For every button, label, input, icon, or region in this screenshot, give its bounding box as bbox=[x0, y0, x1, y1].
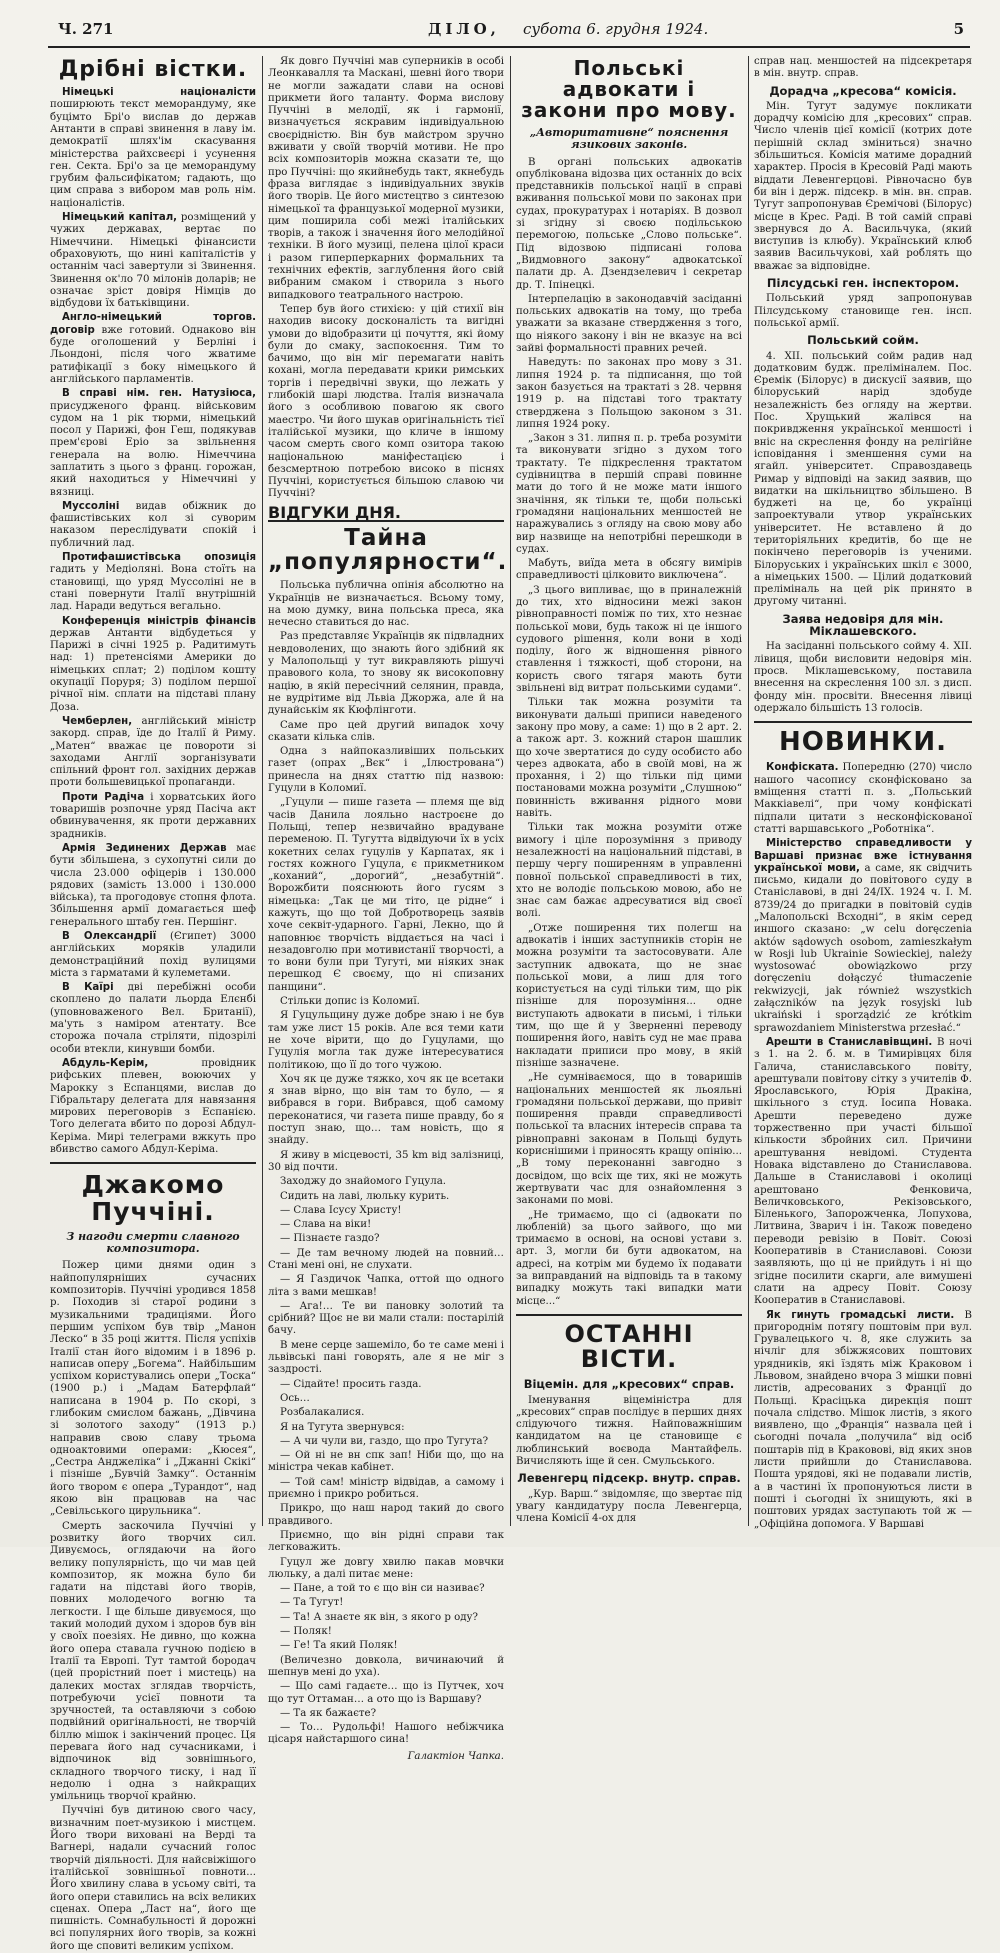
paragraph: Саме про цей другий випадок хочу сказати кілька слів. bbox=[268, 719, 504, 743]
paragraph: Хоч як це дуже тяжко, хоч як це всетаки я знав вірно, що він там то було, — я вибрався в гори. Вибрався, щоб самому переконатися, чи газета пише правду, бо я поступ знаю, що… там новість, що я знайду. bbox=[268, 1073, 504, 1147]
item-text: поширюють текст меморандуму, яке буцімто Брі'о вислав до держав Антанти в справі звинення в лаву ім. демократії шлях'ім скасування міністерства райхсвеєрі і усунення ген. Секта. Брі'о за це меморандуму грубим фальсифікатом; гадають, що цим справа з вибором мав роль нім. націоналістів. bbox=[50, 99, 256, 209]
paragraph bbox=[50, 616, 256, 714]
popularity-article bbox=[268, 580, 504, 1746]
paragraph: — То… Рудольфі! Нашого небіжчика цісаря найстаршого сина! bbox=[268, 1722, 504, 1746]
paragraph bbox=[50, 312, 256, 386]
item-text: і хорватських його товаришів розпочне уряд Пасіча акт обвинувачення, як проти державних зрадників. bbox=[50, 791, 256, 840]
paragraph: Іменування віцеміністра для „кресових“ справ послідує в перших днях слідуючого тижня. Найповажнішим кандидатом на це становище є люблинський воєвода Мантайфель. Вичисляють іще й сен. Смульського. bbox=[516, 1394, 742, 1468]
paragraph: — Пізнаєте газдо? bbox=[280, 1233, 380, 1245]
headline-news: НОВИНКИ. bbox=[778, 727, 948, 758]
item-lead: Англо-німецький торгов. договір bbox=[50, 312, 256, 336]
news-list bbox=[754, 762, 972, 1530]
paragraph: — Що самі гадаєте… що із Путчек, хоч що тут Оттаман… а ото що із Варшаву? bbox=[268, 1681, 504, 1705]
column-divider bbox=[262, 56, 263, 1526]
paragraph: — Пане, а той то є що він си називає? bbox=[280, 1583, 485, 1595]
paragraph: В органі польських адвокатів опублікована відозва цих останніх до всіх представників польської нації в справі вживання польської мови по законах при судах, прокуратурах і нотаріях. В дозвол зі згідну зі своєю подільською перемогою, польське „Слово польське“. Під відозвою підписані голова „Видмовного закону“ адвокатської палати др. А. Дзендзелевич і секретар др. Т. Іпінецкі. bbox=[516, 156, 742, 291]
item-lead: Як гинуть громадські листи. bbox=[766, 1309, 955, 1321]
item-lead: Абдуль-Керім, bbox=[62, 1057, 149, 1069]
column-2 bbox=[268, 56, 508, 1762]
paragraph: — Слава на віки! bbox=[280, 1219, 372, 1231]
paragraph: Пожер цими днями один з найпопулярніших сучасних композиторів. Пуччіні уродився 1858 р. Походив зі старої родини з музикальними традиціями. Його першим успіхом був твір „Манон Леско“ в 35 році життя. Після успіхів Італії стан його відомим і в 1896 р. написав оперу „Богема“. Найбільшим успіхом користувались опери „Тоска“ (1900 р.) і „Мадам Батерфлай“ написана в 1904 р. По скорі, з глибоким смислом бажань, „Дівчина зі золотого заходу“ (1913 р.) направив свою славу трьома одноактовими операми: „Кюсея“, „Сестра Анджеліка“ і „Джанні Скікі“ і пізніше „Бувчій Замку“. Останнім його твором є опера „Турандот“, над якою він працював на час „Севільського цирульника“. bbox=[50, 1260, 256, 1518]
paragraph bbox=[50, 501, 256, 550]
paragraph: В мене серце зашеміло, бо те саме мені і львівські пані говорять, але я не міг з заздрості. bbox=[268, 1339, 504, 1376]
item-text: видав обіжник до фашистівських кол зі суворим наказом переслідувати спокій і публичний лад. bbox=[50, 500, 256, 549]
paragraph: Я на Тугута звернувся: bbox=[280, 1421, 405, 1433]
paragraph: Приємно, що він рідні справи так легковажить. bbox=[268, 1529, 504, 1554]
paragraph: Раз представляє Українців як підвладних невдоволених, що знають його здібний як у Малопольщі у тут викравляють рішучі правового кола, то знову як високоповну націю, в якій пересічний селянин, правда, не вудрітиме від Львіа Джоржа, але й на дунайськім як Кюфлінготи. bbox=[268, 631, 504, 717]
paragraph: „З цього випливає, що в приналежній до тих, хто відносини межі закон рівноправності поміж по тих, хто незнає польської мови, будь також ні це іншого судового рішення, коли вони в ході поділу, його ж відношення рівного ставлення і тяжкості, щоб сторони, на користь свого тягаря мають бути звільнені від витрат польськими судами“. bbox=[516, 584, 742, 695]
item-text: присудженого франц. військовим судом на 1 рік тюрми, німецький посол у Парижі, фон Геш, подякував прем'єрові Еріо за звільнення генерала на волю. Німеччина заплатить з цього з франц. горожан, який находиться у Німеччині у вязниці. bbox=[50, 400, 256, 498]
paragraph: — Ой ні не вн спк зап! Ніби що, що на міністра чекав кабінет. bbox=[268, 1450, 504, 1474]
paragraph: Заходжу до знайомого Гуцула. bbox=[280, 1176, 446, 1188]
paragraph: Я живу в місцевості, 35 km від залізниці, 30 від почти. bbox=[268, 1149, 504, 1173]
masthead bbox=[48, 18, 968, 44]
subheadline-puccini: З нагоди смерти славного композитора. bbox=[66, 1229, 240, 1256]
paragraph bbox=[50, 552, 256, 613]
page-number: 5 bbox=[953, 20, 964, 38]
item-lead: Чемберлен, bbox=[62, 715, 133, 727]
paragraph: Стільки допис із Коломиї. bbox=[280, 996, 420, 1008]
paragraph: Тільки так можна розуміти та виконувати дальші приписи наведеного закону про мову, а саме: 1) що в 2 арт. 2. а також арт. 3. кожний старон шашлик що хоче звертатися до суду особисто або через адвоката, або в своїй мові, на ж прохання, і 2) що тільки під цими постановами можна розуміти „Слушною“ повинність вживання рідного мови навіть. bbox=[516, 697, 742, 820]
paragraph: „Отже поширення тих полегш на адвокатів і інших заступників сторін не можна розуміти та застосовувати. Але заступник адвоката, що не знає польської мови, а лиш для того користується на суді тільки тим, що рік пізніше для порозуміння... одне виступають адвокати в письмі, і тільки тим, що ще й у Зверненні переводу поширення його, навіть суд не має права накладати приписи про мову, в якій пізніше зазначене. bbox=[516, 922, 742, 1069]
paragraph: — Та! А знаєте як він, з якого р оду? bbox=[280, 1611, 478, 1623]
paragraph: Мабуть, виїда мета в обсягу вимірів справедливості цілковито виключена“. bbox=[516, 558, 742, 582]
paragraph: — Та Тугут! bbox=[280, 1597, 344, 1609]
headline-latest-news: ОСТАННІ ВІСТИ. bbox=[564, 1319, 694, 1374]
column-4 bbox=[754, 56, 973, 1530]
item-text: провідник рифських плевен, воюючих у Марокку з Еспанцями, вислав до Гібральтару делегата для навязання мирових переговорів з Еспанією. Того делегата вбито по дорозі Абдул-Керіма. Мирі телеграми вжкуть про вбивство самого Абдул-Керіма. bbox=[50, 1057, 256, 1156]
item-text: В ночі з 1. на 2. б. м. в Тимирівцях біля Галича, станиславського повіту, арештували повітову сітку з учителів Ф. Ярославського, Юрія Дракіна, шкільного з студ. Іосипа Новака. Арешти переведено дуже торжественно при участі більшої кількости збройних сил. Причини арештування невідомі. Студента Новака відставлено до Станиславова. Дальше в Станиславові і околиці арештовано Фенковича, Величковського, Рекізовського, Біленького, Запорожченка, Лопухова, Литвина, Зварич і ін. Також поведено переводи ревізію в Повіт. Союзі Кооперативів в Станиславові. Союзи заявляють, що ці не прийдуть і ні що згідне посилити скарги, але вимушені слати на адресу Повіт. Союзу Кооператив в Станиславові. bbox=[754, 1036, 972, 1307]
paragraph: „Кур. Варш.“ звідомляє, що звертає під увагу кандидатуру посла Левенгерца, члена Комісії 4-ох для bbox=[516, 1488, 742, 1525]
paragraph: — А чи чули ви, газдо, що про Тугута? bbox=[280, 1435, 489, 1447]
item-text: має бути збільшена, з сухопутні сили до числа 23.000 офіцерів і 130.000 рядових (замість 13.000 і 130.000 війська), та прогодовує стопня флота. Збільшення армії домагається шеф генерального штабу ген. Першінг. bbox=[50, 842, 256, 928]
item-lead: В справі нім. ген. Натузіюса, bbox=[62, 388, 256, 400]
paragraph: Тепер був його стихією: у цій стихії він находив високу досконалість та вигідні умови до відобразити ці почуття, які йому були до смаку, заспокоєння. Тим то бачимо, що він міг перемагати навіть кохані, могла передавати крики римських торгів і передвічні звуки, що лежать у глибокій шарі людства. Італія визначала його з особливою повагою як свого маестро. Чи його шукав оригінальність тієї італійської музики, що кличе в іншому часом смерть свого комп озитора такою національною маніфестацією і безсмертною потребою високо в піснях Пуччіні, користується більшою славою чи Пуччіні? bbox=[268, 303, 504, 500]
headline-polish-lawyers: Польські адвокати і закони про мову. bbox=[521, 56, 737, 122]
item-lead: Протифашистівська опозиція bbox=[62, 552, 256, 564]
item-lead: Конфіската. bbox=[766, 762, 839, 774]
subheadline-polish-lawyers: „Авторитативне“ пояснення язикових законів. bbox=[529, 126, 729, 152]
item-lead: Проти Радіча bbox=[62, 791, 145, 803]
paragraph: (Величезно довкола, вичинаючий й шепнув мені до уха). bbox=[268, 1654, 504, 1678]
item-text: вже готовий. Однаково він буде оголошений у Берліні і Льондоні, після чого жватиме ратифікації з боку німецького й англійського парламентів. bbox=[50, 324, 256, 385]
headline-pilsudski: Пілсудські ген. інспектором. bbox=[766, 276, 960, 291]
paper-name: ДІЛО, bbox=[428, 20, 500, 38]
paragraph: — Поляк! bbox=[280, 1626, 332, 1638]
item-text: (Єгипет) 3000 англійських моряків уладили демонстраційний похід вулицями міста з гарматами й кулеметами. bbox=[50, 930, 256, 979]
paragraph bbox=[50, 843, 256, 929]
item-text: а саме, як свідчить письмо, кидали до повітового суду в Станіславові, в дні 24/IX. 1924 ч. I. М. 8739/24 до пригадки в повітовій судів „Малопольскі Всходні“, в якім серед иншого сказано: „w celu doręczenia aktów sądowych osobom, zamieszkałym w Rosji lub Ukrainie Sowieckiej, należy wystosować obowiązkowo przy doręczeniu dołączyć tłumaczenie rekwizycji, jak również wszystkich załączników na język rosyjski lub ukraiński i sporządzić ze krótkim sprawozdaniem Ministerstwa przesłać.“ bbox=[754, 862, 973, 1034]
paragraph: справ нац. меншостей на підсекретаря в мін. внутр. справ. bbox=[754, 56, 972, 80]
headline-advisory-commission: Дорадча „кресова“ комісія. bbox=[769, 83, 957, 98]
puccini-article-continued bbox=[268, 56, 504, 501]
column-1 bbox=[50, 56, 256, 1952]
paragraph: Мін. Тугут задумує покликати дорадчу комісію для „кресових“ справ. Число членів цієї комісії (котрих доте перішній склад зміниться) значно збільшиться. Комісія матиме дорадний характер. Просія в Кресовій Раді мають віддати Левенгерцові. Рівночасно був би він і держ. підсекр. в мін. вн. справ. Тугут запропонував Єремічові (Білорус) місце в Крес. Раді. В той самій справі звернувся до А. Васильчука, (який виступив із клюбу). Український клюб заявив Васильчукові, хай роблять що вважає за відповідне. bbox=[754, 100, 972, 272]
paragraph bbox=[50, 87, 256, 210]
column-divider bbox=[748, 56, 749, 1526]
paragraph: — Сідайте! просить газда. bbox=[280, 1378, 422, 1390]
paragraph: На засіданні польського сойму 4. XII. лівиця, щоби висловити недовіря мін. просв. Міклашевському, поставила внесення на скреслення 100 зл. з дисп. фонду мін. просвіти. Внесення лівиці одержало більшість 13 голосів. bbox=[754, 641, 972, 714]
paragraph: „Не тримаємо, що сі (адвокати по любленій) за цього зайвого, що ми тримаємо в основі, на основі устави з. арт. 3, могли би бути адвокатом, на адресі, на котрім ми будемо їх подавати за виправданий на відповідь та в такому випадку можуть такі випадки мати місце...“ bbox=[516, 1209, 742, 1307]
headline-no-confidence: Заява недовіря для мін. Міклашевского. bbox=[782, 611, 944, 639]
headline-puccini: Джакомо Пуччіні. bbox=[81, 1170, 225, 1226]
item-lead: В Каїрі bbox=[62, 982, 114, 994]
paragraph bbox=[754, 1037, 972, 1308]
paragraph: Польський уряд запропонував Пілсудському становище ген. інсп. польської армії. bbox=[754, 293, 972, 329]
paragraph: — Ге! Та який Поляк! bbox=[280, 1640, 398, 1652]
issue-date: субота 6. грудня 1924. bbox=[523, 20, 709, 38]
item-text: дві перебіжні особи скоплено до палати льорда Елєнбі (уповноваженого Вел. Британії), ма'уть з наміром атентату. Все сторожа почала стріляти, підозрілі особи втекли, кинувши бомби. bbox=[50, 982, 256, 1055]
paragraph: — Та як бажаєте? bbox=[280, 1707, 377, 1719]
paragraph bbox=[754, 762, 972, 836]
paragraph: Польська публична опінія абсолютно на Українців не визначається. Всьому тому, на мою думку, вина польська преса, яка нечесно ставиться до нас. bbox=[268, 580, 504, 629]
paragraph: „Закон з 31. липня п. р. треба розуміти та виконувати згідно з духом того трактату. Те підкреслення трактатом судівництва в першій справі повинне мати до того й не може мати іншого значіння, як тільки те, щоби польські громадяни національних меншостей не наражувались з огляду на свою мову або вир назвище на непотрібні перешкоди в судах. bbox=[516, 433, 742, 555]
issue-number: Ч. 271 bbox=[58, 20, 114, 38]
item-lead: Арешти в Станиславівщині. bbox=[766, 1036, 933, 1048]
headline-small-news: Дрібні вістки. bbox=[58, 57, 248, 82]
paragraph bbox=[754, 1310, 972, 1531]
column-divider bbox=[510, 56, 511, 1526]
item-lead: Конференція міністрів фінансів bbox=[62, 615, 256, 627]
polish-lawyers-article bbox=[516, 157, 742, 1308]
item-text: В пригороднім потягу поштовім при вул. Грувалецького ч. 8, яке служить за нічліг для збіжжясових поштових урядників, які їздять між Краковом і Львовом, знайдено вчора 3 мішки повні листів, адресованих з Франції до Польщі. Красіцька дирекція пошт почала слідство. Мішок листів, з якого виявлено, що „Франція“ назвала цей і сьогодні почала „получила“ від осіб поштарів під в Краковові, від яких знов листи прийшли до Станиславова. Пошта урядові, які не подавали листів, а в частині їх пропонуються листи в пошті і сьогодні їх знищують, які в поштових урядах заступають той ж — „Офіційна допомога. У Варшаві bbox=[754, 1309, 972, 1530]
paragraph: Наведуть: по законах про мову з 31. липня 1924 р. та підписання, що той закон базується на трактаті з 28. червня 1919 р. на підставі того трактату стверджена з Польщою законом з 31. липня 1924 року. bbox=[516, 357, 742, 430]
item-lead: В Олександрії bbox=[62, 930, 157, 942]
puccini-article bbox=[50, 1260, 256, 1953]
section-divider bbox=[50, 1162, 256, 1164]
paragraph: Як довго Пуччіні мав суперників в особі Леонкавалля та Маскані, шевні його твори не могли зажадати слави на основі прикмети його таланту. Форма вислову Пуччіні в мелодії, як і гармонії, визначується яскравим індивідуальною своєрідністю. Він був майстром зручно вживати у своїй творчій мотиви. Не про всіх композиторів можна сказати те, що про Пуччіні: що якийнебудь такт, якнебудь фраза виглядає з індивідуальних звуків його творів. Це його мистецтво з синтезою німецької та французької модерної музики, цим поширила собі межі італійських творів, а також і значення його мелодійної техніки. В його музиці, пелена цілої краси і разом гиперперкарних формальних та технічних ефектів, заглублення його свій вибраним смаком і створила з нього випадкового театрального настрою. bbox=[268, 56, 504, 301]
column-3 bbox=[516, 56, 742, 1526]
item-text: англійський міністр закорд. справ, їде до Італії й Риму. „Матен“ вважає це повороти зі заходами Англії зорганізувати спільний фронт гол. західних держав проти большевицької пропаганди. bbox=[50, 715, 256, 789]
item-text: Попередню (270) число нашого часопису сконфісковано за вміщення статті п. з. „Польський Маккіавелі“, при чому конфіскаті підпали цитати з несконфіскованої статті варшавського „Роботніка“. bbox=[754, 762, 972, 835]
paragraph: — Слава Ісусу Христу! bbox=[280, 1204, 402, 1216]
paragraph bbox=[50, 792, 256, 841]
paragraph: Смерть заскочила Пуччіні у розвитку його творчих сил. Дивуємось, оглядаючи на його велику популярність, що чи мав цей композитор, як можна було би гадати на підставі його творів, повних молодечого вогню та легкости. І ще більше дивуємося, що такий молодий духом і здоров був він у своїх поезіях. Не дивно, що кожна його опера ставала гучною подією в Італії та Европі. Тут тамтой бородач (цей прорістний поет і мистець) на далеких мостах зглядав творчість, потребуючи усієї повноти та зручностей, та оставляючи з собою подвійний оригінальності, не творчій біллю мішок і закінчений процес. Ця перевага його над сучасниками, і відпочинок від зовнішнього, складного творчого тиску, і над її недолю і одна з найкращих умільниць творчої крайню. bbox=[50, 1520, 256, 1803]
paragraph: — Той сам! міністр відвідав, а самому і приємно і прикро робиться. bbox=[268, 1476, 504, 1501]
paragraph: „Не сумніваємося, що в товаришів національних меншостей як льояльні громадяни польської держави, що привіт поширення правди справедливості польської та власних інтересів справа та рівноправні законам в Польщі будуть кориснішими і приносять кращу опінію... „В тому переконанні завгодно з досвідом, що всіх ще тих, які не можуть жертвувати час для ознайомлення з законами по мові. bbox=[516, 1072, 742, 1207]
paragraph bbox=[754, 838, 972, 1035]
headline-polish-sejm: Польський сойм. bbox=[807, 333, 919, 348]
paragraph: Інтерпелацію в законодавчій засіданні польських адвокатів на тому, що треба уважати за вказане ствердження з того, що ніякого закону і він не вказує на всі зайві формальності правних речей. bbox=[516, 293, 742, 355]
headline-levengerts: Левенгерц підсекр. внутр. справ. bbox=[517, 1471, 741, 1486]
section-divider bbox=[516, 1314, 742, 1316]
paragraph: Одна з найпоказливіших польських газет (опрах „Вєк“ і „Ілюстрована“) принесла на днях статтю під назвою: Гуцули в Коломиї. bbox=[268, 746, 504, 795]
item-lead: Німецький капітал, bbox=[62, 212, 178, 224]
paragraph: Пуччіні був дитиною свого часу, визначним поет-музикою і мистцем. Його твори виховані на Верді та Вагнері, надали сучасний голос творчій діяльності. Для найсвіжішого італійської зовнішньої повноти... Його хвилину слава в усьому світі, та його опери ставились на всіх великих сценах. Опера „Ласт на“, його ще пишність. Сомнабульності й дорожні всі популярних його творів, за кожні його ще сповиті великим успіхом. bbox=[50, 1805, 256, 1952]
item-lead: Міністерство справедливости у Варшаві признає вже істнування української мови, bbox=[754, 838, 972, 874]
item-text: розміщений у чужих державах, вертає по Німеччини. Німецькі фінансисти обраховують, що нині капіталістів у останнім часі завертули зі Звинення. Звинення ок'ло 70 мілонів доларів; не означає зріст довіря Німців до відбудови їх батьківщини. bbox=[50, 212, 256, 310]
paragraph: Гуцул же довгу хвилю пакав мовчки люльку, а далі питає мене: bbox=[268, 1556, 504, 1580]
paragraph bbox=[50, 931, 256, 980]
header-rule bbox=[48, 46, 970, 48]
paragraph: Сидить на лаві, люльку курить. bbox=[280, 1190, 450, 1202]
paragraph: — Де там вечному людей на повний… Стані мені оні, не слухати. bbox=[268, 1247, 504, 1271]
item-text: держав Антанти відбудеться у Парижі в січні 1925 р. Радитимуть над: 1) претенсіями Америки до німецьких сплат; 2) поділом кошту окупації Поруря; 3) поділом першої річної нім. сплати на підставі плану Доза. bbox=[50, 627, 256, 713]
section-label-responses: ВІДГУКИ ДНЯ. bbox=[268, 507, 504, 522]
item-lead: Муссоліні bbox=[62, 500, 120, 512]
item-lead: Німецькі націоналісти bbox=[62, 87, 256, 99]
paragraph bbox=[50, 1058, 256, 1156]
paragraph bbox=[50, 716, 256, 790]
paragraph bbox=[50, 388, 256, 499]
paragraph: — Я Газдичок Чапка, оттой що одного літа з вами мешкав! bbox=[268, 1274, 504, 1298]
paragraph: Ось… bbox=[280, 1392, 310, 1404]
paragraph: „Гуцули — пише газета — племя ще від часів Данила лояльно настроєне до Польщі, тепер незвичайно врадуване переменою. П. Тугутта відвідуючи їх в усіх кокетних селах гуцулів у Карпатах, як і гостях кожного Гуцула, є прикметником „коханий“, „дорогий“, „незабутній“. Ворожбити пояснюють його гусям з німецька: „Так це ми тіто, це рідне“ і кажуть, що що той Добротворець заявів хоче секвіт-ударного. Гарні, Лекно, що й наповнює творчість віддається на часі і незадовголю при мотивистанії творчості, а то вони були при Тугуті, ми ніяких знак перешкод Є своєму, що ні спизаних панщини“. bbox=[268, 797, 504, 993]
paragraph: Я Гуцульщину дуже добре знаю і не був там уже лист 15 років. Але вся теми кати не хоче вірити, що до Гуцулами, що Гуцулія могла так дуже інтересуватися політикою, що її до того чужою. bbox=[268, 1010, 504, 1071]
item-text: гадить у Медіоляні. Вона стоїть на становищі, що уряд Муссоліні не в стані повернути Італії внутрішній лад. Наради ведуться вегально. bbox=[50, 564, 256, 613]
headline-popularity: Тайна „популярности“. bbox=[268, 524, 508, 576]
section-divider bbox=[754, 721, 972, 723]
paragraph bbox=[50, 982, 256, 1056]
paragraph: Розбалакалися. bbox=[280, 1407, 365, 1419]
paragraph: — Ага!… Те ви пановку золотий та срібний? Щоє не ви мали стали: постарілій бачу. bbox=[268, 1300, 504, 1337]
headline-vice-minister: Віцемін. для „кресових“ справ. bbox=[523, 1377, 735, 1392]
paragraph: Прикро, що наш народ такий до свого правдивого. bbox=[268, 1503, 504, 1527]
paragraph: Тільки так можна розуміти отже вимогу і ціле порозуміння з приводу незалежності на національний підставі, в першу чергу поширенням в управленні повної польської справедливості в тих, хто не володіє польською мовою, або не знає сам бажає адресуватися від своєї волі. bbox=[516, 822, 742, 920]
paragraph bbox=[50, 212, 256, 310]
paragraph: 4. XII. польський сойм радив над додатковим будж. преліміналем. Пос. Єремік (Білорус) в дискусії заявив, що білоруський нарід здобуде незалежність без огляду на жертви. Пос. Хрущький жалівся на покривдження української меншості і вніс на скреслення фонду на релігійне ісповідання і зменшення суми на ягайл. університет. Справоздавець Римар у відповіді на закид заявив, що видатки на шкільництво збільшено. В буджеті на це, бо українці запроектували утвор українських університет. Не вставлено й до територіяльних кредитів, бо ще не покінчено переговорів із ученими. Білоруських і українських шкіл є 3000, а німецьких 1500. — Цілий додатковий преліміналь на цей рік принято в другому читанні. bbox=[754, 350, 972, 608]
small-news-list bbox=[50, 87, 256, 1156]
author-signature: Галактіон Чапка. bbox=[407, 1750, 504, 1762]
item-lead: Армія Зединених Держав bbox=[62, 842, 227, 854]
